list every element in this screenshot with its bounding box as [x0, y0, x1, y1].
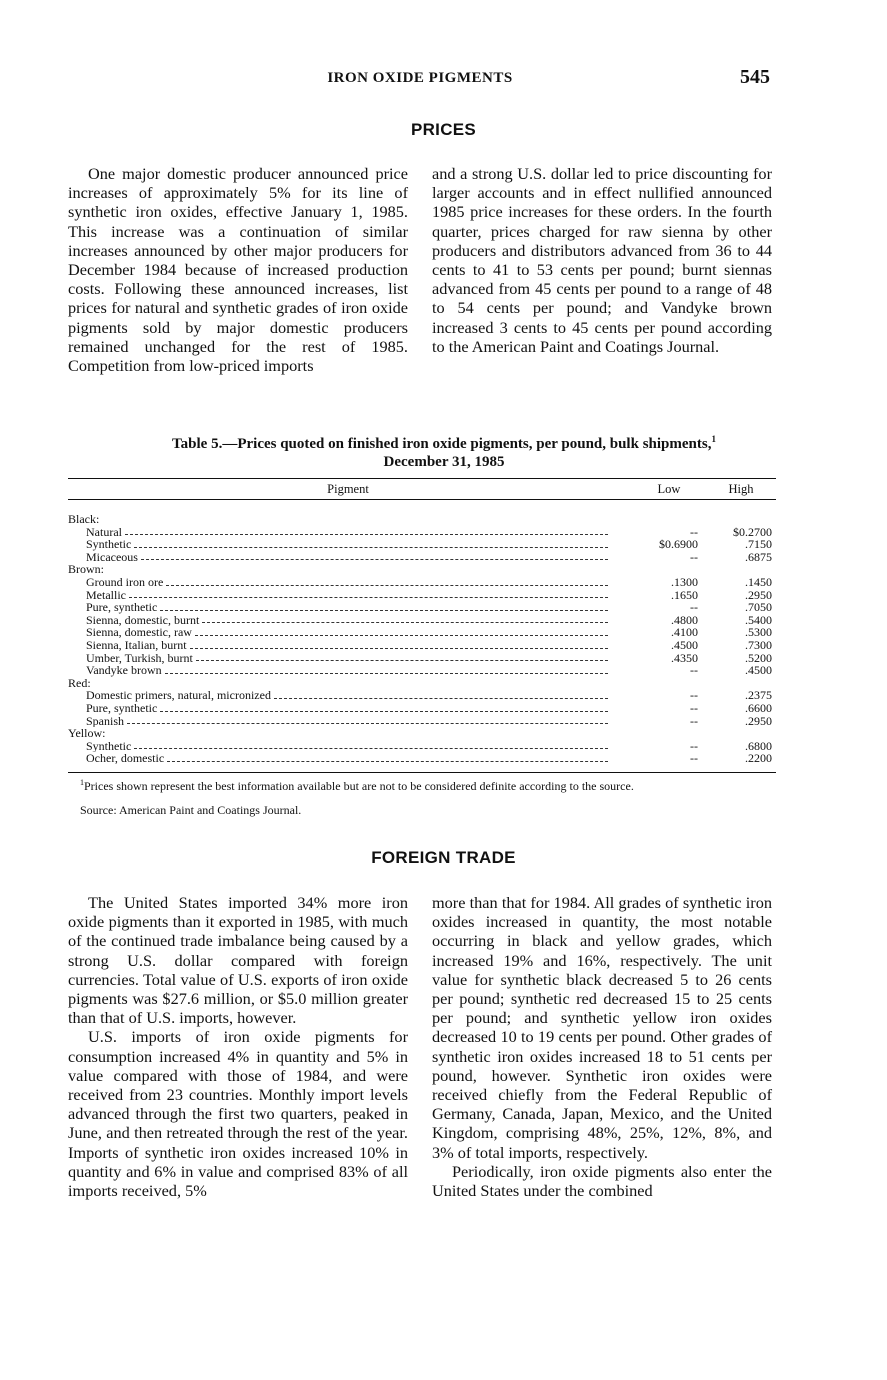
dot-leader	[160, 601, 608, 611]
table-group-label: Brown:	[68, 562, 104, 577]
dot-leader	[274, 689, 608, 699]
table-row	[68, 664, 776, 677]
prices-left-paragraph: One major domestic producer announced price increases of approximately 5% for its line of synthetic iron oxides, effective January 1, 1985. This increase was a continuation of similar increases announced by other major producers for December 1984 because of increased production costs. Following these announced increases, list prices for natural and synthetic grades of iron oxide pigments sold by major domestic producers remained unchanged for the rest of 1985. Competition from low-priced imports	[68, 164, 408, 376]
low-price-cell: --	[690, 751, 698, 766]
pigment-name: Domestic primers, natural, micronized	[86, 689, 271, 702]
high-price-cell: .2950	[745, 713, 772, 728]
price-table	[68, 478, 776, 773]
high-price-cell: .1450	[745, 574, 772, 589]
pigment-cell	[68, 601, 628, 614]
dot-leader	[134, 538, 608, 548]
pigment-cell	[68, 614, 628, 627]
column-header-high: High	[728, 481, 754, 496]
foreign-trade-left-paragraph-1: The United States imported 34% more iron oxide pigments than it exported in 1985, with much of the continued trade imbalance being caused by a strong U.S. dollar compared with foreign currencies. Total value of U.S. exports of iron oxide pigments was $27.6 million, or $5.0 million greater than that of U.S. imports, however.	[68, 893, 408, 1028]
table-caption-footnote-mark: 1	[711, 434, 716, 444]
table-body	[68, 500, 776, 772]
high-price-cell: .2950	[745, 587, 772, 602]
pigment-name: Umber, Turkish, burnt	[86, 651, 193, 665]
column-header-low: Low	[657, 481, 681, 496]
low-price-cell: --	[690, 600, 698, 615]
high-price-cell: .5200	[745, 650, 772, 665]
table-header-row	[68, 479, 776, 500]
pigment-cell	[68, 538, 628, 551]
pigment-cell	[68, 526, 628, 539]
low-price-cell: --	[690, 700, 698, 715]
running-title: IRON OXIDE PIGMENTS	[327, 70, 513, 86]
low-price-cell: .4350	[671, 650, 698, 665]
dot-leader	[195, 626, 608, 636]
pigment-name: Micaceous	[86, 550, 138, 564]
pigment-name: Pure, synthetic	[86, 701, 158, 715]
high-price-cell: .2200	[745, 751, 772, 766]
foreign-trade-left-column	[68, 893, 408, 1200]
column-header-pigment: Pigment	[327, 481, 369, 496]
low-price-cell: --	[690, 524, 698, 539]
high-price-cell: .4500	[745, 663, 772, 678]
prices-right-column	[432, 164, 772, 356]
pigment-cell	[68, 664, 628, 677]
pigment-name: Ground iron ore	[86, 575, 164, 589]
dot-leader	[190, 639, 608, 649]
table-row	[68, 601, 776, 614]
pigment-cell	[68, 702, 628, 715]
high-price-cell: .7300	[745, 637, 772, 652]
pigment-cell	[68, 752, 628, 765]
table-row	[68, 614, 776, 627]
pigment-cell	[68, 639, 628, 652]
high-price-cell: .6800	[745, 738, 772, 753]
low-price-cell: $0.6900	[659, 537, 698, 552]
foreign-trade-right-paragraph-1: more than that for 1984. All grades of synthetic iron oxides increased in quantity, the most notable occurring in black and yellow grades, which increased 19% and 16%, respectively. The unit value for synthetic black decreased 5 to 26 cents per pound; synthetic red decreased 15 to 25 cents per pound; and synthetic yellow iron oxides decreased 10 to 19 cents per pound. Other grades of synthetic iron oxides increased 18 to 51 cents per pound, however. Synthetic iron oxides were received chiefly from the Federal Republic of Germany, Canada, Japan, Mexico, and the United Kingdom, comprising 48%, 25%, 12%, 8%, and 3% of total imports, respectively.	[432, 893, 772, 1162]
table-group-label: Red:	[68, 675, 91, 690]
high-price-cell: .2375	[745, 688, 772, 703]
prices-heading: PRICES	[410, 120, 477, 139]
pigment-cell	[68, 551, 628, 564]
footnote-mark: 1	[80, 778, 84, 787]
low-price-cell: .1650	[671, 587, 698, 602]
pigment-name: Sienna, domestic, burnt	[86, 613, 200, 627]
foreign-trade-left-paragraph-2: U.S. imports of iron oxide pigments for consumption increased 4% in quantity and 5% in value compared with those of 1984, and were received from 23 countries. Monthly import levels advanced through the first two quarters, peaked in June, and then retreated through the rest of the year. Imports of synthetic iron oxides increased 10% in quantity and 6% in value and comprised 83% of all imports received, 5%	[68, 1027, 408, 1201]
table-caption-line2: December 31, 1985	[383, 454, 505, 470]
pigment-name: Metallic	[86, 588, 126, 602]
table-row	[68, 589, 776, 602]
dot-leader	[196, 652, 608, 662]
high-price-cell: .5400	[745, 612, 772, 627]
table-row	[68, 752, 776, 765]
pigment-name: Vandyke brown	[86, 664, 162, 677]
table-row	[68, 551, 776, 564]
dot-leader	[134, 740, 608, 750]
pigment-name: Natural	[86, 525, 122, 539]
table-source: Source: American Paint and Coatings Journal.	[80, 803, 302, 817]
pigment-name: Sienna, Italian, burnt	[86, 638, 187, 652]
pigment-cell	[68, 740, 628, 753]
pigment-cell	[68, 576, 628, 589]
high-price-cell: .7150	[745, 537, 772, 552]
pigment-cell	[68, 689, 628, 702]
prices-right-paragraph: and a strong U.S. dollar led to price discounting for larger accounts and in effect nullified announced 1985 price increases for these orders. In the fourth quarter, prices charged for raw sienna by other producers and distributors advanced from 36 to 44 cents to 41 to 53 cents per pound; burnt siennas advanced from 45 cents per pound to a range of 48 to 54 cents per pound; and Vandyke brown increased 3 cents to 45 cents per pound according to the American Paint and Coatings Journal.	[432, 164, 772, 356]
low-price-cell: .4100	[671, 625, 698, 640]
table-row	[68, 576, 776, 589]
low-price-cell: --	[690, 738, 698, 753]
foreign-trade-heading: FOREIGN TRADE	[371, 848, 516, 867]
pigment-cell	[68, 589, 628, 602]
pigment-cell	[68, 626, 628, 639]
pigment-cell	[68, 652, 628, 665]
foreign-trade-right-paragraph-2: Periodically, iron oxide pigments also enter the United States under the combined	[432, 1161, 772, 1201]
high-price-cell: $0.2700	[733, 524, 772, 539]
foreign-trade-right-column	[432, 893, 772, 1200]
table-row	[68, 715, 776, 728]
pigment-name: Sienna, domestic, raw	[86, 626, 192, 639]
pigment-name: Spanish	[86, 714, 125, 728]
page-number: 545	[740, 66, 770, 88]
running-head	[0, 66, 887, 94]
low-price-cell: .4500	[671, 637, 698, 652]
dot-leader	[165, 664, 608, 674]
table-row	[68, 689, 776, 702]
dot-leader	[160, 702, 608, 712]
pigment-name: Ocher, domestic	[86, 752, 165, 765]
pigment-name: Pure, synthetic	[86, 601, 158, 614]
high-price-cell: .6875	[745, 549, 772, 564]
low-price-cell: --	[690, 713, 698, 728]
table-footnote	[80, 778, 780, 794]
prices-left-column	[68, 164, 408, 375]
high-price-cell: .6600	[745, 700, 772, 715]
dot-leader	[166, 576, 608, 586]
dot-leader	[127, 715, 608, 725]
low-price-cell: .4800	[671, 612, 698, 627]
pigment-cell	[68, 715, 628, 728]
table-row	[68, 538, 776, 551]
dot-leader	[129, 589, 608, 599]
table-group-label: Yellow:	[68, 726, 106, 741]
low-price-cell: --	[690, 549, 698, 564]
dot-leader	[141, 551, 608, 561]
dot-leader	[167, 752, 608, 762]
footnote-text: Prices shown represent the best information available but are not to be considered definite according to the source.	[84, 779, 634, 793]
table-row	[68, 740, 776, 753]
high-price-cell: .7050	[745, 600, 772, 615]
table-row	[68, 626, 776, 639]
high-price-cell: .5300	[745, 625, 772, 640]
table-caption	[70, 430, 818, 471]
table-caption-line1: Table 5.—Prices quoted on finished iron oxide pigments, per pound, bulk shipments,	[172, 436, 712, 452]
table-row	[68, 702, 776, 715]
dot-leader	[125, 526, 608, 536]
low-price-cell: --	[690, 663, 698, 678]
dot-leader	[202, 614, 608, 624]
low-price-cell: .1300	[671, 574, 698, 589]
table-row	[68, 639, 776, 652]
table-row	[68, 652, 776, 665]
pigment-name: Synthetic	[86, 538, 132, 551]
pigment-name: Synthetic	[86, 739, 132, 753]
table-group-label: Black:	[68, 512, 100, 526]
low-price-cell: --	[690, 688, 698, 703]
